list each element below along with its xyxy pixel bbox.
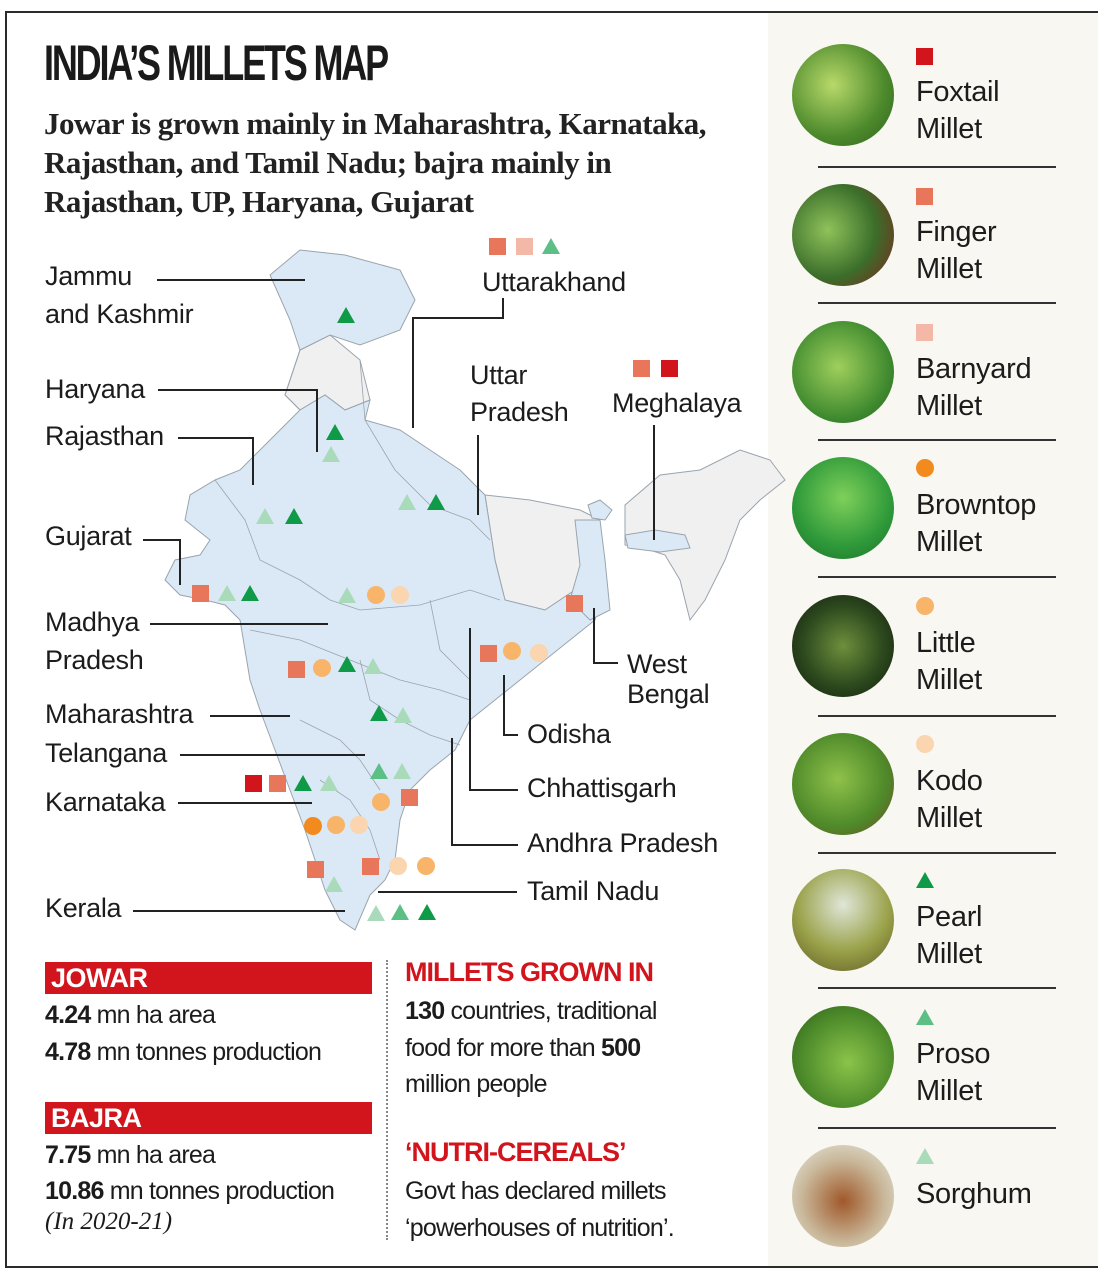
- sorghum-marker: [320, 775, 338, 791]
- map-region-sikkim: [588, 500, 612, 520]
- sorghum-marker: [322, 446, 340, 462]
- pearl-triangle-icon: [916, 872, 934, 888]
- legend-divider: [818, 302, 1056, 304]
- finger-millet-marker: [480, 645, 497, 662]
- jowar-heading: JOWAR: [45, 962, 372, 994]
- sorghum-marker: [218, 585, 236, 601]
- label-west-bengal-line1: West: [627, 649, 687, 679]
- label-west-bengal-line2: Bengal: [627, 679, 710, 709]
- nutri-cereals-text: Govt has declared millets ‘powerhouses of nutrition’.: [405, 1177, 674, 1242]
- label-karnataka: Karnataka: [45, 787, 166, 817]
- kodo-circle-icon: [916, 735, 934, 753]
- pearl-photo: [792, 869, 894, 971]
- finger-millet-marker: [362, 858, 379, 875]
- pearl-millet-marker: [337, 307, 355, 323]
- pearl-millet-marker: [241, 585, 259, 601]
- millets-grown-text: 130 countries, traditional food for more than 500 million people: [405, 997, 657, 1098]
- millets-grown-heading: MILLETS GROWN IN: [405, 957, 653, 987]
- year-note: (In 2020-21): [45, 1208, 173, 1235]
- subtitle: Jowar is grown mainly in Maharashtra, Karnataka, Rajasthan, and Tamil Nadu; bajra mainly in Rajasthan, UP, Haryana, Gujarat: [44, 106, 707, 219]
- finger-millet-marker: [401, 789, 418, 806]
- barnyard-photo: [792, 321, 894, 423]
- jowar-area: 4.24 mn ha area: [45, 1001, 216, 1029]
- label-rajasthan: Rajasthan: [45, 421, 164, 451]
- bajra-production: 10.86 mn tonnes production: [45, 1177, 335, 1205]
- legend-divider: [818, 1127, 1056, 1129]
- little-millet-marker: [367, 586, 385, 604]
- bajra-area: 7.75 mn ha area: [45, 1141, 216, 1169]
- label-chhattisgarh: Chhattisgarh: [527, 773, 677, 803]
- browntop-circle-icon: [916, 459, 934, 477]
- pearl-millet-marker: [370, 705, 388, 721]
- legend-divider: [818, 987, 1056, 989]
- label-tamil-nadu: Tamil Nadu: [527, 876, 660, 906]
- kodo-millet-marker: [391, 586, 409, 604]
- label-uttar-pradesh-line1: Uttar: [470, 360, 528, 390]
- proso-triangle-icon: [916, 1009, 934, 1025]
- sorghum-photo: [792, 1145, 894, 1247]
- label-odisha: Odisha: [527, 719, 611, 749]
- finger-millet-marker: [288, 661, 305, 678]
- proso-millet-marker: [391, 904, 409, 920]
- legend-divider: [818, 852, 1056, 854]
- little-millet-marker: [327, 816, 345, 834]
- sorghum-marker: [367, 905, 385, 921]
- sorghum-marker: [256, 508, 274, 524]
- label-uttarakhand: Uttarakhand: [482, 267, 626, 297]
- finger-millet-marker: [489, 238, 506, 255]
- little-millet-marker: [417, 857, 435, 875]
- pearl-millet-marker: [285, 508, 303, 524]
- browntop-millet-marker: [304, 817, 322, 835]
- legend-divider: [818, 715, 1056, 717]
- proso-millet-marker: [542, 238, 560, 254]
- label-madhya-pradesh-line1: Madhya: [45, 607, 140, 637]
- foxtail-square-icon: [916, 48, 933, 65]
- label-kerala: Kerala: [45, 893, 122, 923]
- barnyard-millet-marker: [516, 238, 533, 255]
- legend-divider: [818, 166, 1056, 168]
- sorghum-triangle-icon: [916, 1148, 934, 1164]
- label-madhya-pradesh-line2: Pradesh: [45, 645, 144, 675]
- label-andhra-pradesh: Andhra Pradesh: [527, 828, 718, 858]
- little-photo: [792, 595, 894, 697]
- sorghum-marker: [338, 587, 356, 603]
- label-meghalaya: Meghalaya: [612, 388, 742, 418]
- finger-millet-marker: [633, 360, 650, 377]
- sorghum-marker: [364, 658, 382, 674]
- kodo-photo: [792, 733, 894, 835]
- little-millet-marker: [503, 642, 521, 660]
- sorghum-marker: [394, 707, 412, 723]
- legend-divider: [818, 576, 1056, 578]
- pearl-millet-marker: [294, 775, 312, 791]
- label-gujarat: Gujarat: [45, 521, 132, 551]
- browntop-photo: [792, 457, 894, 559]
- proso-photo: [792, 1006, 894, 1108]
- sorghum-marker: [325, 876, 343, 892]
- little-millet-marker: [372, 793, 390, 811]
- finger-millet-marker: [192, 585, 209, 602]
- kodo-millet-marker: [350, 816, 368, 834]
- label-haryana: Haryana: [45, 374, 145, 404]
- label-telangana: Telangana: [45, 738, 167, 768]
- foxtail-photo: [792, 44, 894, 146]
- finger-square-icon: [916, 188, 933, 205]
- nutri-cereals-heading: ‘NUTRI-CEREALS’: [405, 1137, 626, 1167]
- label-jammu-kashmir-line1: Jammu: [45, 261, 133, 291]
- kodo-millet-marker: [389, 857, 407, 875]
- barnyard-square-icon: [916, 324, 933, 341]
- pearl-millet-marker: [427, 494, 445, 510]
- dotted-divider: [386, 960, 388, 1240]
- proso-millet-marker: [370, 763, 388, 779]
- label-jammu-kashmir-line2: and Kashmir: [45, 299, 194, 329]
- finger-millet-marker: [307, 861, 324, 878]
- sorghum-marker: [398, 494, 416, 510]
- bajra-heading: BAJRA: [45, 1102, 372, 1134]
- finger-millet-marker: [269, 775, 286, 792]
- pearl-millet-marker: [338, 656, 356, 672]
- finger-photo: [792, 184, 894, 286]
- pearl-millet-marker: [418, 904, 436, 920]
- foxtail-millet-marker: [661, 360, 678, 377]
- page-title: INDIA’S MILLETS MAP: [44, 35, 387, 91]
- legend-divider: [818, 439, 1056, 441]
- label-uttar-pradesh-line2: Pradesh: [470, 397, 569, 427]
- foxtail-millet-marker: [245, 775, 262, 792]
- little-millet-marker: [313, 659, 331, 677]
- finger-millet-marker: [566, 595, 583, 612]
- jowar-production: 4.78 mn tonnes production: [45, 1038, 322, 1066]
- kodo-millet-marker: [530, 644, 548, 662]
- little-circle-icon: [916, 597, 934, 615]
- pearl-millet-marker: [326, 424, 344, 440]
- label-maharashtra: Maharashtra: [45, 699, 194, 729]
- sorghum-marker: [393, 763, 411, 779]
